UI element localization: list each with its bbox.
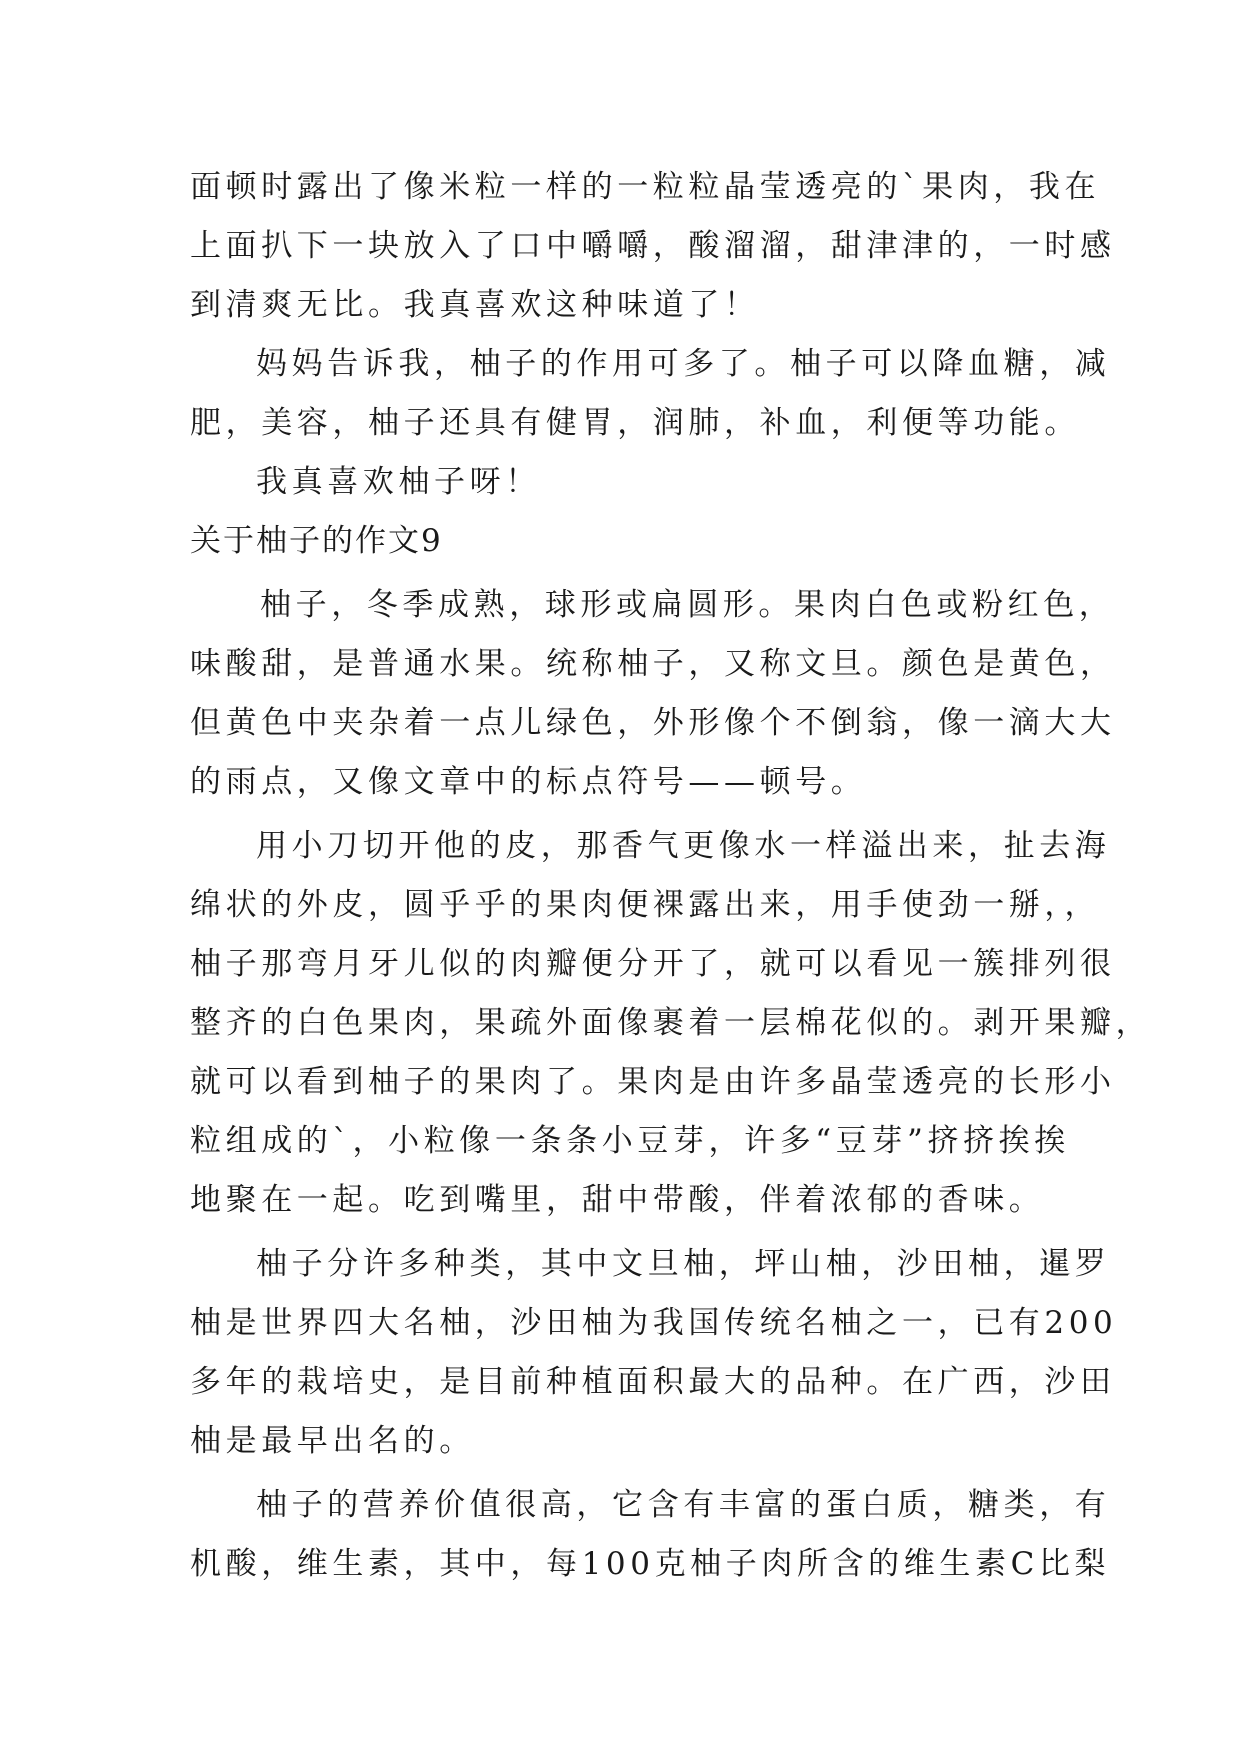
document-body bbox=[190, 158, 1152, 1594]
paragraph-line: 柚是世界四大名柚，沙田柚为我国传统名柚之一，已有200 bbox=[190, 1305, 1118, 1341]
paragraph-line: 整齐的白色果肉，果疏外面像裹着一层棉花似的。剥开果瓣， bbox=[190, 1005, 1152, 1041]
paragraph-first-line: 柚子的营养价值很高，它含有丰富的蛋白质，糖类，有 bbox=[256, 1487, 1111, 1523]
paragraph-line: 肥，美容，柚子还具有健胃，润肺，补血，利便等功能。 bbox=[190, 405, 1080, 441]
paragraph-line: 面顿时露出了像米粒一样的一粒粒晶莹透亮的`果肉，我在 bbox=[190, 169, 1101, 205]
paragraph-line: 多年的栽培史，是目前种植面积最大的品种。在广西，沙田 bbox=[190, 1364, 1116, 1400]
paragraph-line: 柚子那弯月牙儿似的肉瓣便分开了，就可以看见一簇排列很 bbox=[190, 946, 1116, 982]
section-heading: 关于柚子的作文9 bbox=[190, 523, 443, 559]
paragraph-line: 的雨点，又像文章中的标点符号——顿号。 bbox=[190, 764, 867, 800]
paragraph-first-line: 用小刀切开他的皮，那香气更像水一样溢出来，扯去海 bbox=[256, 828, 1111, 864]
paragraph-line: 到清爽无比。我真喜欢这种味道了！ bbox=[190, 287, 760, 323]
paragraph-line: 绵状的外皮，圆乎乎的果肉便裸露出来，用手使劲一掰，， bbox=[190, 887, 1101, 923]
paragraph-first-line: 我真喜欢柚子呀！ bbox=[256, 464, 541, 500]
paragraph-line: 粒组成的`，小粒像一条条小豆芽，许多“豆芽”挤挤挨挨 bbox=[190, 1123, 1070, 1159]
paragraph-line: 地聚在一起。吃到嘴里，甜中带酸，伴着浓郁的香味。 bbox=[190, 1182, 1045, 1218]
paragraph-first-line: 柚子，冬季成熟，球形或扁圆形。果肉白色或粉红色， bbox=[260, 587, 1115, 623]
paragraph-first-line: 柚子分许多种类，其中文旦柚，坪山柚，沙田柚，暹罗 bbox=[256, 1246, 1111, 1282]
paragraph-first-line: 妈妈告诉我，柚子的作用可多了。柚子可以降血糖，减 bbox=[256, 346, 1111, 382]
paragraph-line: 但黄色中夹杂着一点儿绿色，外形像个不倒翁，像一滴大大 bbox=[190, 705, 1116, 741]
paragraph-line: 机酸，维生素，其中，每100克柚子肉所含的维生素C比梨 bbox=[190, 1546, 1111, 1582]
paragraph-line: 就可以看到柚子的果肉了。果肉是由许多晶莹透亮的长形小 bbox=[190, 1064, 1116, 1100]
paragraph-line: 柚是最早出名的。 bbox=[190, 1423, 475, 1459]
paragraph-line: 上面扒下一块放入了口中嚼嚼，酸溜溜，甜津津的，一时感 bbox=[190, 228, 1116, 264]
paragraph-line: 味酸甜，是普通水果。统称柚子，又称文旦。颜色是黄色， bbox=[190, 646, 1116, 682]
